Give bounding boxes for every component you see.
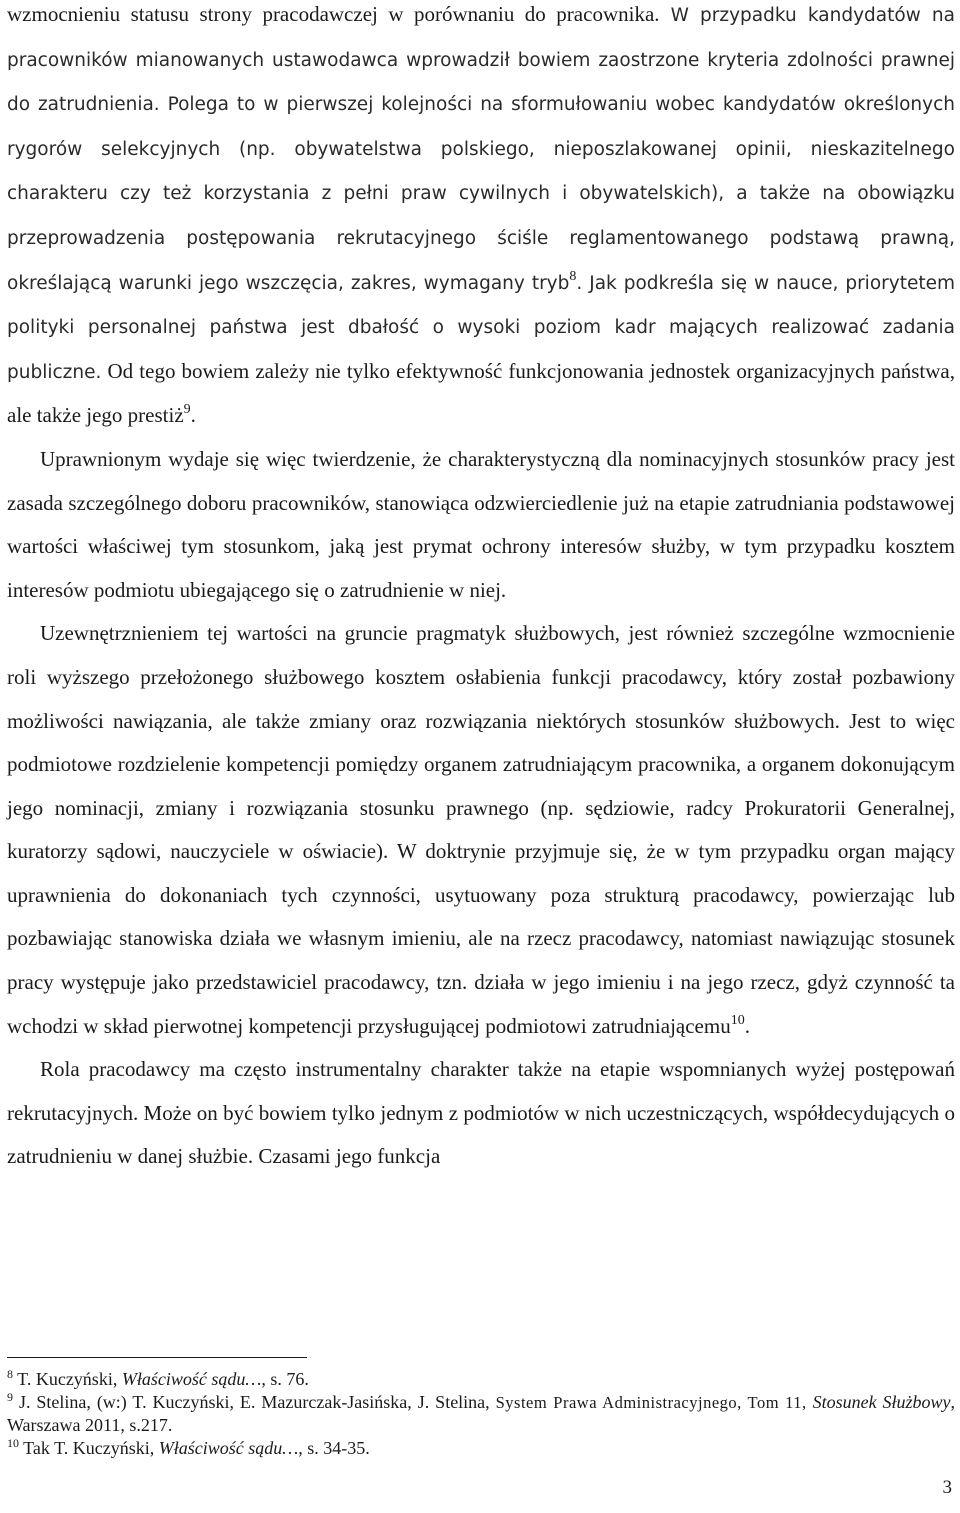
footnote-title: Stosunek Służbowy [812, 1392, 951, 1412]
paragraph-1-end: . [190, 403, 196, 428]
footnote-title: Właściwość sądu… [121, 1369, 262, 1389]
paragraph-3-end: . [744, 1013, 750, 1038]
paragraph-1-lead: wzmocnieniu statusu strony pracodawczej w porównaniu do pracownika. [7, 2, 660, 26]
footnote-text: , s. 34-35. [298, 1438, 370, 1458]
footnote-8 [7, 1368, 955, 1391]
paragraph-1-tail: Od tego bowiem zależy nie tylko efektywność funkcjonowania jednostek organizacyjnych państwa, ale także jego prestiż [7, 358, 955, 428]
paragraph-3-text: Uzewnętrznieniem tej wartości na gruncie pragmatyk służbowych, jest również szczególne wzmocnienie roli wyższego przełożonego służbowego kosztem osłabienia funkcji pracodawcy, który został pozbawiony możliwości nawiązania, ale także zmiany oraz rozwiązania niektórych stosunków służbowych. Jest to więc podmiotowe rozdzielenie kompetencji pomiędzy organem zatrudniającym pracownika, a organem dokonującym jego nominacji, zmiany i rozwiązania stosunku prawnego (np. sędziowie, radcy Prokuratorii Generalnej, kuratorzy sądowi, nauczyciele w oświacie). W doktrynie przyjmuje się, że w tym przypadku organ mający uprawnienia do dokonaniach tych czynności, usytuowany poza strukturą pracodawcy, powierzając lub pozbawiając stanowiska działa we własnym imieniu, ale na rzecz pracodawcy, natomiast nawiązując stosunek pracy występuje jako przedstawiciel pracodawcy, tzn. działa w jego imieniu i na jego rzecz, gdyż czynność ta wchodzi w skład pierwotnej kompetencji przysługującej podmiotowi zatrudniającemu [7, 621, 955, 1038]
footnote-text: T. Kuczyński, [13, 1369, 122, 1389]
paragraph-4: Rola pracodawcy ma często instrumentalny charakter także na etapie wspomnianych wyżej postępowań rekrutacyjnych. Może on być bowiem tylko jednym z podmiotów w nich uczestniczących, współdecydujących o zatrudnieniu w danej służbie. Czasami jego funkcja [7, 1057, 955, 1169]
footnote-ref-8[interactable]: 8 [569, 268, 577, 284]
footnote-ref-10[interactable]: 10 [730, 1012, 745, 1028]
footnotes [7, 1368, 955, 1460]
footnote-text: , s. 76. [261, 1369, 309, 1389]
footnote-text: , Warszawa 2011, s.217. [7, 1392, 956, 1435]
paragraph-1 [7, 0, 955, 438]
footnote-text: Tak T. Kuczyński, [19, 1438, 159, 1458]
page-number: 3 [942, 1477, 952, 1498]
footnote-ref-9[interactable]: 9 [183, 402, 191, 418]
footnote-separator [7, 1357, 307, 1358]
paragraph-1-sans-text-2: . Jak podkreśla się w nauce, priorytetem polityki personalnej państwa jest dbałość o wysoki poziom kadr mających realizować zadania publiczne. [7, 272, 955, 383]
main-text [7, 0, 955, 1179]
paragraph-2: Uprawnionym wydaje się więc twierdzenie, że charakterystyczną dla nominacyjnych stosunków pracy jest zasada szczególnego doboru pracowników, stanowiąca odzwierciedlenie już na etapie zatrudniania podstawowej wartości właściwej tym stosunkom, jaką jest prymat ochrony interesów służby, w tym przypadku kosztem interesów podmiotu ubiegającego się o zatrudnienie w niej. [7, 446, 955, 602]
footnote-series-title: System Prawa Administracyjnego, Tom 11, [495, 1393, 807, 1412]
footnote-number: 8 [7, 1367, 13, 1381]
footnote-title: Właściwość sądu… [158, 1438, 299, 1458]
paragraph-3 [7, 612, 955, 1048]
footnote-number: 9 [7, 1390, 13, 1404]
footnote-10 [7, 1437, 955, 1460]
footnote-number: 10 [7, 1436, 19, 1450]
footnote-9 [7, 1391, 955, 1437]
footnote-text: J. Stelina, (w:) T. Kuczyński, E. Mazurczak-Jasińska, J. Stelina, [13, 1392, 496, 1412]
paragraph-1-sans-text: W przypadku kandydatów na pracowników mianowanych ustawodawca wprowadził bowiem zaostrzone kryteria zdolności prawnej do zatrudnienia. Polega to w pierwszej kolejności na sformułowaniu wobec kandydatów określonych rygorów selekcyjnych (np. obywatelstwa polskiego, nieposzlakowanej opinii, nieskazitelnego charakteru czy też korzystania z pełni praw cywilnych i obywatelskich), a także na obowiązku przeprowadzenia postępowania rekrutacyjnego ściśle reglamentowanego podstawą prawną, określającą warunki jego wszczęcia, zakres, wymagany tryb [7, 5, 955, 294]
